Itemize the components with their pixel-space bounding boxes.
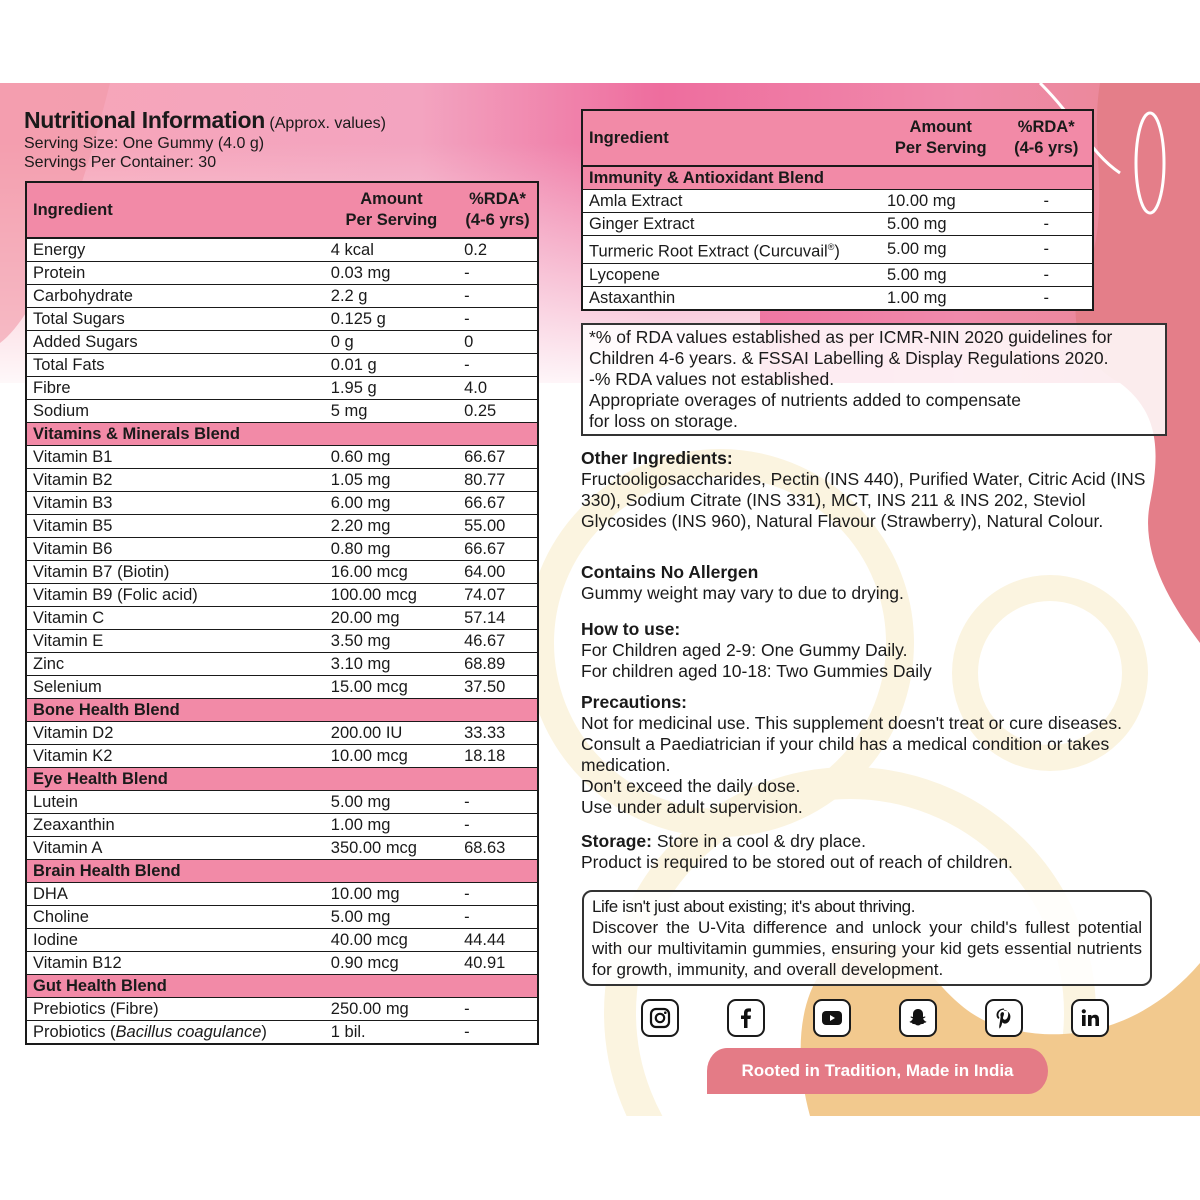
- amount-per-serving: 3.10 mg: [325, 653, 458, 676]
- section-title: Bone Health Blend: [26, 699, 538, 722]
- table-body: [582, 166, 1093, 310]
- precaution-line: Not for medicinal use. This supplement doesn't treat or cure diseases.: [581, 713, 1122, 733]
- ingredient-name: Lycopene: [582, 263, 881, 286]
- rda-value: 4.0: [458, 377, 538, 400]
- table-row: [26, 469, 538, 492]
- rda-value: -: [1000, 213, 1093, 236]
- ingredient-name: Vitamin B12: [26, 952, 325, 975]
- rda-value: 66.67: [458, 492, 538, 515]
- amount-per-serving: 5.00 mg: [881, 263, 1001, 286]
- rda-value: 0.2: [458, 238, 538, 262]
- ingredient-name: Selenium: [26, 676, 325, 699]
- table-row: [26, 238, 538, 262]
- rda-notes-box: [581, 323, 1167, 436]
- ingredient-name: DHA: [26, 883, 325, 906]
- rda-value: 0: [458, 331, 538, 354]
- linkedin-icon[interactable]: [1071, 999, 1109, 1037]
- tagline-headline: Life isn't just about existing; it's about thriving.: [592, 897, 916, 916]
- amount-per-serving: 6.00 mg: [325, 492, 458, 515]
- other-ingredients-heading: Other Ingredients:: [581, 448, 733, 468]
- precaution-line: Consult a Paediatrician if your child has a medical condition or takes medication.: [581, 734, 1110, 775]
- amount-per-serving: 100.00 mcg: [325, 584, 458, 607]
- note-line: for loss on storage.: [589, 411, 738, 431]
- rda-value: -: [458, 354, 538, 377]
- amount-per-serving: 0.80 mg: [325, 538, 458, 561]
- other-ingredients-text: Fructooligosaccharides, Pectin (INS 440), Purified Water, Citric Acid (INS 330), Sodium Citrate (INS 331), MCT, INS 211 & INS 202, Steviol Glycosides (INS 960), Natural Flavour (Strawberry), Natural Colour.: [581, 469, 1146, 531]
- rda-value: -: [458, 791, 538, 814]
- table-row: [26, 630, 538, 653]
- section-header-row: [582, 166, 1093, 190]
- ingredient-name: Vitamin B3: [26, 492, 325, 515]
- table-row: [26, 837, 538, 860]
- table-row: [26, 1021, 538, 1045]
- section-header-row: [26, 423, 538, 446]
- table-row: [26, 285, 538, 308]
- rda-value: -: [458, 1021, 538, 1045]
- table-row: [26, 515, 538, 538]
- table-row: [26, 906, 538, 929]
- storage-line: Store in a cool & dry place.: [656, 831, 866, 851]
- how-to-use-line: For children aged 10-18: Two Gummies Daily: [581, 661, 932, 681]
- table-row: [26, 538, 538, 561]
- header-amount: Amount Per Serving: [325, 182, 458, 238]
- ingredient-name: Vitamin B7 (Biotin): [26, 561, 325, 584]
- rda-value: 33.33: [458, 722, 538, 745]
- servings-per-container: Servings Per Container: 30: [24, 154, 217, 171]
- tagline-body: Discover the U-Vita difference and unlock your child's fullest potential with our multivitamin gummies, ensuring your kid gets essential nutrients for growth, immunity, and overall development.: [592, 918, 1142, 979]
- ingredient-name: Vitamin B5: [26, 515, 325, 538]
- section-header-row: [26, 860, 538, 883]
- ingredient-name: Sodium: [26, 400, 325, 423]
- table-row: [26, 722, 538, 745]
- note-line: *% of RDA values established as per ICMR-NIN 2020 guidelines for: [589, 327, 1113, 347]
- rda-value: -: [458, 308, 538, 331]
- rda-value: 46.67: [458, 630, 538, 653]
- amount-per-serving: 200.00 IU: [325, 722, 458, 745]
- section-header-row: [26, 768, 538, 791]
- amount-per-serving: 1.00 mg: [325, 814, 458, 837]
- youtube-icon[interactable]: [813, 999, 851, 1037]
- amount-per-serving: 10.00 mg: [881, 190, 1001, 213]
- table-row: [26, 952, 538, 975]
- rda-value: 44.44: [458, 929, 538, 952]
- facebook-icon[interactable]: [727, 999, 765, 1037]
- table-row: [582, 213, 1093, 236]
- amount-per-serving: 1.05 mg: [325, 469, 458, 492]
- ingredient-name: Vitamin B1: [26, 446, 325, 469]
- instagram-icon[interactable]: [641, 999, 679, 1037]
- amount-per-serving: 0 g: [325, 331, 458, 354]
- table-row: [582, 263, 1093, 286]
- header-ingredient: Ingredient: [26, 182, 325, 238]
- title-suffix: (Approx. values): [269, 115, 386, 132]
- table-row: [26, 998, 538, 1021]
- ingredient-name: Zeaxanthin: [26, 814, 325, 837]
- how-to-use-section: [581, 619, 932, 682]
- table-row: [582, 236, 1093, 264]
- table-row: [26, 653, 538, 676]
- ingredient-name: Choline: [26, 906, 325, 929]
- rda-value: 80.77: [458, 469, 538, 492]
- amount-per-serving: 40.00 mcg: [325, 929, 458, 952]
- ingredient-name: Vitamin K2: [26, 745, 325, 768]
- table-row: [26, 308, 538, 331]
- table-row: [26, 929, 538, 952]
- amount-per-serving: 1 bil.: [325, 1021, 458, 1045]
- amount-per-serving: 2.20 mg: [325, 515, 458, 538]
- brand-tagline-box: [582, 890, 1152, 986]
- how-to-use-heading: How to use:: [581, 619, 681, 639]
- rda-value: 0.25: [458, 400, 538, 423]
- ingredient-name: Protein: [26, 262, 325, 285]
- amount-per-serving: 10.00 mg: [325, 883, 458, 906]
- header-ingredient: Ingredient: [582, 110, 881, 166]
- rda-value: -: [1000, 190, 1093, 213]
- amount-per-serving: 5.00 mg: [881, 236, 1001, 264]
- precautions-heading: Precautions:: [581, 692, 687, 712]
- rda-value: -: [458, 883, 538, 906]
- ingredient-name: Vitamin E: [26, 630, 325, 653]
- rda-value: 18.18: [458, 745, 538, 768]
- other-ingredients-section: [581, 448, 1161, 532]
- table-body: [26, 238, 538, 1044]
- ingredient-name: Carbohydrate: [26, 285, 325, 308]
- storage-line: Product is required to be stored out of reach of children.: [581, 852, 1013, 872]
- amount-per-serving: 4 kcal: [325, 238, 458, 262]
- storage-heading: Storage:: [581, 831, 652, 851]
- table-row: [26, 745, 538, 768]
- page-title: Nutritional Information: [24, 107, 265, 133]
- allergen-section: [581, 562, 904, 604]
- pinterest-icon[interactable]: [985, 999, 1023, 1037]
- nutrition-table-main: [25, 181, 539, 1045]
- table-row: [582, 190, 1093, 213]
- table-row: [26, 561, 538, 584]
- table-row: [582, 286, 1093, 310]
- rda-value: -: [458, 262, 538, 285]
- amount-per-serving: 5.00 mg: [325, 906, 458, 929]
- ingredient-name: Vitamin B6: [26, 538, 325, 561]
- title-block: [24, 107, 386, 172]
- ingredient-name: Fibre: [26, 377, 325, 400]
- table-row: [26, 883, 538, 906]
- ingredient-name: Astaxanthin: [582, 286, 881, 310]
- ingredient-name: Vitamin C: [26, 607, 325, 630]
- ingredient-name: Vitamin A: [26, 837, 325, 860]
- nutrition-label-panel: [0, 83, 1200, 1116]
- precaution-line: Don't exceed the daily dose.: [581, 776, 801, 796]
- table-header-row: [582, 110, 1093, 166]
- rda-value: 57.14: [458, 607, 538, 630]
- amount-per-serving: 350.00 mcg: [325, 837, 458, 860]
- amount-per-serving: 16.00 mcg: [325, 561, 458, 584]
- section-title: Gut Health Blend: [26, 975, 538, 998]
- ingredient-name: Zinc: [26, 653, 325, 676]
- amount-per-serving: 5.00 mg: [881, 213, 1001, 236]
- amount-per-serving: 20.00 mg: [325, 607, 458, 630]
- table-header-row: [26, 182, 538, 238]
- table-row: [26, 607, 538, 630]
- table-row: [26, 354, 538, 377]
- amount-per-serving: 10.00 mcg: [325, 745, 458, 768]
- made-in-india-banner: Rooted in Tradition, Made in India: [707, 1048, 1048, 1094]
- rda-value: 37.50: [458, 676, 538, 699]
- rda-value: -: [458, 285, 538, 308]
- section-header-row: [26, 975, 538, 998]
- rda-value: 40.91: [458, 952, 538, 975]
- allergen-text: Gummy weight may vary to due to drying.: [581, 583, 904, 603]
- section-title: Vitamins & Minerals Blend: [26, 423, 538, 446]
- table-row: [26, 400, 538, 423]
- ingredient-name: Total Sugars: [26, 308, 325, 331]
- snapchat-icon[interactable]: [899, 999, 937, 1037]
- section-title: Immunity & Antioxidant Blend: [582, 166, 1093, 190]
- amount-per-serving: 5.00 mg: [325, 791, 458, 814]
- table-row: [26, 331, 538, 354]
- rda-value: 55.00: [458, 515, 538, 538]
- ingredient-name: Ginger Extract: [582, 213, 881, 236]
- rda-value: -: [458, 998, 538, 1021]
- note-line: Appropriate overages of nutrients added to compensate: [589, 390, 1021, 410]
- note-line: -% RDA values not established.: [589, 369, 835, 389]
- table-row: [26, 262, 538, 285]
- amount-per-serving: 2.2 g: [325, 285, 458, 308]
- rda-value: 64.00: [458, 561, 538, 584]
- nutrition-table-immunity: [581, 109, 1094, 311]
- rda-value: 66.67: [458, 538, 538, 561]
- table-row: [26, 791, 538, 814]
- header-rda: %RDA* (4-6 yrs): [1000, 110, 1093, 166]
- rda-value: -: [1000, 286, 1093, 310]
- ingredient-name: Iodine: [26, 929, 325, 952]
- section-title: Brain Health Blend: [26, 860, 538, 883]
- rda-value: -: [458, 906, 538, 929]
- ingredient-name: Total Fats: [26, 354, 325, 377]
- how-to-use-line: For Children aged 2-9: One Gummy Daily.: [581, 640, 908, 660]
- social-links: [641, 999, 1109, 1037]
- amount-per-serving: 0.01 g: [325, 354, 458, 377]
- amount-per-serving: 0.60 mg: [325, 446, 458, 469]
- amount-per-serving: 0.03 mg: [325, 262, 458, 285]
- table-row: [26, 814, 538, 837]
- rda-value: -: [1000, 263, 1093, 286]
- header-rda: %RDA* (4-6 yrs): [458, 182, 538, 238]
- ingredient-name: Vitamin B9 (Folic acid): [26, 584, 325, 607]
- note-line: Children 4-6 years. & FSSAI Labelling & Display Regulations 2020.: [589, 348, 1109, 368]
- header-amount: Amount Per Serving: [881, 110, 1001, 166]
- ingredient-name: Turmeric Root Extract (Curcuvail®): [582, 236, 881, 264]
- ingredient-name: Amla Extract: [582, 190, 881, 213]
- amount-per-serving: 5 mg: [325, 400, 458, 423]
- section-title: Eye Health Blend: [26, 768, 538, 791]
- table-row: [26, 377, 538, 400]
- section-header-row: [26, 699, 538, 722]
- table-row: [26, 446, 538, 469]
- amount-per-serving: 1.00 mg: [881, 286, 1001, 310]
- ingredient-name: Prebiotics (Fibre): [26, 998, 325, 1021]
- amount-per-serving: 0.90 mcg: [325, 952, 458, 975]
- storage-section: [581, 831, 1013, 873]
- rda-value: -: [458, 814, 538, 837]
- rda-value: 66.67: [458, 446, 538, 469]
- ingredient-name: Added Sugars: [26, 331, 325, 354]
- rda-value: 74.07: [458, 584, 538, 607]
- table-row: [26, 492, 538, 515]
- ingredient-name: Probiotics (Bacillus coagulance): [26, 1021, 325, 1045]
- rda-value: -: [1000, 236, 1093, 264]
- allergen-heading: Contains No Allergen: [581, 562, 759, 582]
- ingredient-name: Vitamin B2: [26, 469, 325, 492]
- rda-value: 68.63: [458, 837, 538, 860]
- ingredient-name: Energy: [26, 238, 325, 262]
- table-row: [26, 676, 538, 699]
- rda-value: 68.89: [458, 653, 538, 676]
- ingredient-name: Lutein: [26, 791, 325, 814]
- precautions-section: [581, 692, 1176, 818]
- precaution-line: Use under adult supervision.: [581, 797, 803, 817]
- amount-per-serving: 250.00 mg: [325, 998, 458, 1021]
- serving-size: Serving Size: One Gummy (4.0 g): [24, 135, 265, 152]
- ingredient-name: Vitamin D2: [26, 722, 325, 745]
- amount-per-serving: 15.00 mcg: [325, 676, 458, 699]
- table-row: [26, 584, 538, 607]
- amount-per-serving: 0.125 g: [325, 308, 458, 331]
- amount-per-serving: 3.50 mg: [325, 630, 458, 653]
- amount-per-serving: 1.95 g: [325, 377, 458, 400]
